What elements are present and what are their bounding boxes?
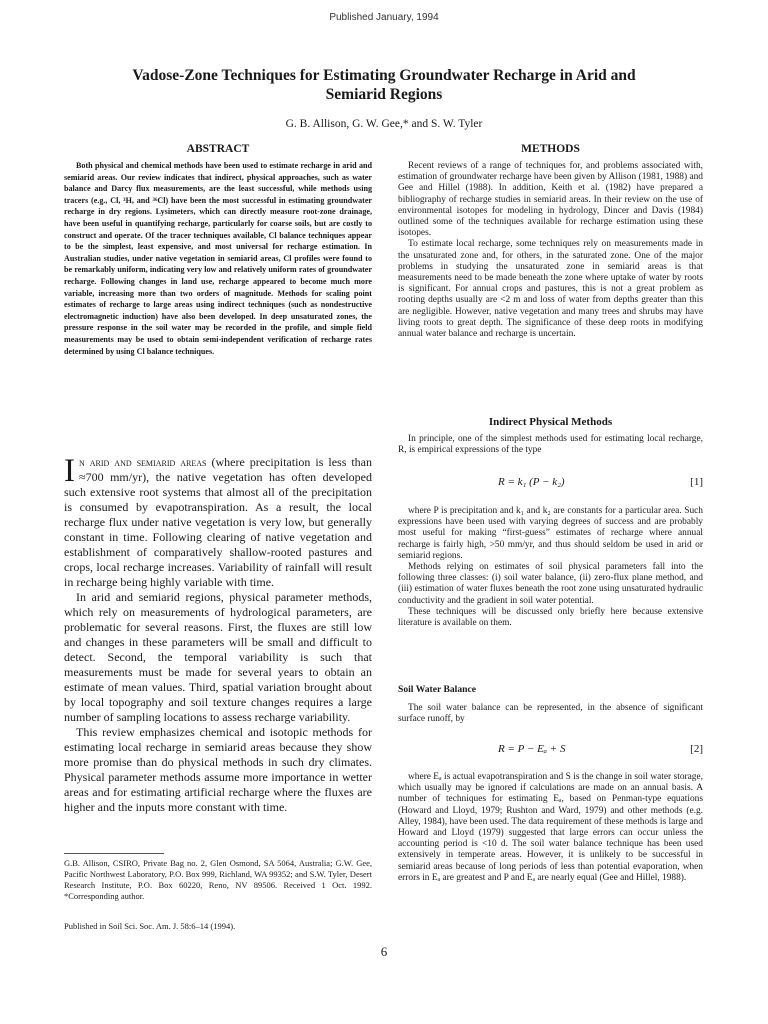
introduction <box>64 455 372 850</box>
indirect-paragraph-4: These techniques will be discussed only briefly here because extensive literature is available on them. <box>398 606 703 629</box>
equation-2-expression: R = P − Eₐ + S <box>498 743 566 755</box>
methods-body <box>398 161 703 391</box>
author-affiliations: G.B. Allison, CSIRO, Private Bag no. 2, Glen Osmond, SA 5064, Australia; G.W. Gee, Pacific Northwest Laboratory, P.O. Box 999, Richland, WA 99352; and S.W. Tyler, Desert Research Institute, P.O. Box 60220, Reno, NV 89506. Received 1 Oct. 1992. *Corresponding author. <box>64 858 372 901</box>
indirect-paragraph-3: Methods relying on estimates of soil physical parameters fall into the following three classes: (i) soil water balance, (ii) zero-flux plane method, and (iii) estimation of water fluxes beneath the root zone using unsaturated hydraulic conductivity and the gradient in soil water potential. <box>398 562 703 606</box>
soil-water-paragraph-1: The soil water balance can be represented, in the absence of significant surface runoff, by <box>398 703 703 725</box>
intro-lead-smallcaps: n arid and semiarid areas <box>79 455 207 469</box>
abstract-heading: ABSTRACT <box>186 143 250 155</box>
equation-1-expression: R = k₁ (P − k₂) <box>498 476 565 488</box>
footnote-rule <box>64 853 164 854</box>
indirect-paragraph-2: where P is precipitation and k₁ and k₂ are constants for a particular area. Such expressions have been used with varying degrees of success and are probably most useful for making “first-guess” estimates of recharge where annual recharge is fairly high, >50 mm/yr, and thus should seldom be used in arid or semiarid regions. <box>398 506 703 561</box>
author-list: G. B. Allison, G. W. Gee,* and S. W. Tyler <box>285 118 483 130</box>
abstract-text: Both physical and chemical methods have been used to estimate recharge in arid and semiarid areas. Our review indicates that indirect, physical approaches, such as water balance and Darcy flux measurements, are the least successful, while methods using tracers (e.g., Cl, ³H, and ³⁶Cl) have been the most successful in estimating groundwater recharge in dry regions. Lysimeters, which can directly measure root-zone drainage, have been useful in quantifying recharge, particularly for coarse soils, but are costly to construct and operate. Of the tracer techniques available, Cl balance techniques appear to be the simplest, least expensive, and most universal for recharge estimation. In Australian studies, under native vegetation in semiarid areas, Cl profiles were found to be remarkably uniform, indicating very low and relatively uniform rates of groundwater recharge. Following changes in land use, recharge appeared to become much more variable, increasing more than two orders of magnitude. Methods for scaling point estimates of recharge to large areas using indirect techniques (such as nondestructive electromagnetic induction) have also been developed. In deep unsaturated zones, the pressure response in the soil water may be recorded in the profile, and simple field measurements may be used to obtain semi-independent verification of recharge rates determined by using Cl balance techniques. <box>64 161 372 356</box>
citation-line: Published in Soil Sci. Soc. Am. J. 58:6–14 (1994). <box>64 921 236 931</box>
indirect-methods-heading: Indirect Physical Methods <box>488 416 613 428</box>
intro-paragraph-3: This review emphasizes chemical and isotopic methods for estimating local recharge in semiarid areas because they show more promise than do physical methods in such dry climates. Physical parameter methods assume more importance in wetter areas and for estimating artificial recharge where the fluxes are higher and the inputs more constant with time. <box>64 725 372 814</box>
indirect-intro <box>398 434 703 460</box>
indirect-body <box>398 506 703 661</box>
equation-1-number: [1] <box>690 476 703 488</box>
intro-paragraph-2: In arid and semiarid regions, physical parameter methods, which rely on measurements of hydrological parameters, are problematic for several reasons. First, the fluxes are still low and changes in these parameters will be small and difficult to detect. Second, the temporal variability is such that measurements must be made for several years to obtain an estimate of mean values. Third, spatial variation brought about by local topography and soil texture changes requires a large number of sampling locations to assess recharge variability. <box>64 590 372 724</box>
methods-paragraph-2: To estimate local recharge, some techniques rely on measurements made in the unsaturated zone and, for others, in the saturated zone. One of the major problems in studying the unsaturated zone in semiarid areas is that measurements need to be made beneath the zone where uptake of water by roots is significant. For annual crops and pastures, this is not a great problem as rooting depths usually are <2 m and loss of water from depths greater than this are negligible. However, native vegetation and many trees and shrubs may have living roots to great depth. The significance of these deep roots in modifying annual water balance and recharge is uncertain. <box>398 239 703 340</box>
equation-2-number: [2] <box>690 743 703 755</box>
intro-p1-text: (where precipitation is less than ≈700 mm/yr), the native vegetation has often developed such extensive root systems that almost all of the precipitation is consumed by evapotranspiration. As a result, the local recharge flux under native vegetation is very low, but generally constant in time. Following clearing of native vegetation and establishment of comparatively shallow-rooted pastures and crops, local recharge increases. Variability of rainfall will result in recharge being highly variable with time. <box>64 455 372 589</box>
page-number: 6 <box>380 944 388 959</box>
indirect-paragraph-1: In principle, one of the simplest methods used for estimating local recharge, R, is empirical expressions of the type <box>398 434 703 456</box>
soil-water-intro <box>398 703 703 729</box>
abstract-block <box>64 160 372 430</box>
methods-heading: METHODS <box>521 143 580 155</box>
methods-paragraph-1: Recent reviews of a range of techniques for, and problems associated with, estimation of groundwater recharge have been given by Allison (1981, 1988) and Gee and Hillel (1988). In addition, Keith et al. (1982) have prepared a bibliography of recharge studies in semiarid areas. In their review on the use of environmental isotopes for modeling in hydrology, Dincer and Davis (1984) outlined some of the techniques available for recharge estimation using these isotopes. <box>398 161 703 239</box>
soil-water-paragraph-2: where Eₐ is actual evapotranspiration and S is the change in soil water storage, which usually may be ignored if calculations are made on an annual basis. A number of techniques for estimating Eₐ, based on Penman-type equations (Howard and Lloyd, 1979; Rushton and Ward, 1979) and other methods (e.g. Alley, 1984), have been used. The data requirement of these methods is large and Howard and Lloyd (1979) suggested that large errors can occur unless the accounting period is <10 d. The soil water balance technique has been used extensively in temperate areas. However, it is unlikely to be successful in semiarid areas because of long periods of less than potential evaporation, when errors in Eₐ are greatest and P and Eₐ are nearly equal (Gee and Hillel, 1988). <box>398 772 703 883</box>
intro-paragraph-1 <box>64 455 372 590</box>
drop-cap: I <box>64 455 75 489</box>
soil-water-body <box>398 772 703 937</box>
methods-heading-block <box>398 143 703 155</box>
indirect-heading-block <box>398 416 703 428</box>
soil-water-balance-heading: Soil Water Balance <box>398 684 476 695</box>
publication-date: Published January, 1994 <box>329 12 439 23</box>
soil-water-heading-block <box>398 684 703 695</box>
abstract-heading-block <box>64 143 372 155</box>
paper-title: Vadose-Zone Techniques for Estimating Groundwater Recharge in Arid and Semiarid Regions <box>132 67 636 103</box>
